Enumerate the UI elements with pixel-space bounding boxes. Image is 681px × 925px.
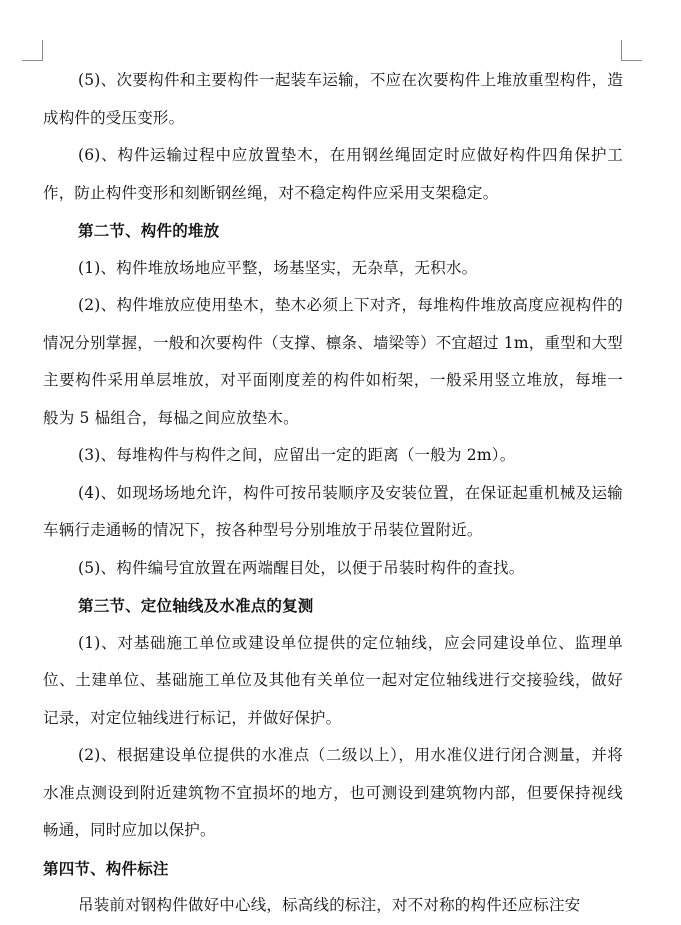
paragraph-transport-5: (5)、次要构件和主要构件一起装车运输，不应在次要构件上堆放重型构件，造成构件的受压变形。	[43, 71, 623, 127]
section-heading-storage: 第二节、构件的堆放	[78, 221, 220, 240]
paragraph-storage-1: (1)、构件堆放场地应平整，场基坚实，无杂草，无积水。	[78, 258, 478, 277]
crop-mark-top-left	[22, 40, 43, 61]
paragraph-transport-6: (6)、构件运输过程中应放置垫木，在用钢丝绳固定时应做好构件四角保护工作，防止构件变形和刻断钢丝绳，对不稳定构件应采用支架稳定。	[43, 146, 623, 202]
paragraph-marking-1: 吊装前对钢构件做好中心线，标高线的标注，对不对称的构件还应标注安	[78, 896, 581, 914]
section-heading-axis-survey: 第三节、定位轴线及水准点的复测	[78, 596, 314, 615]
crop-mark-top-right	[621, 40, 642, 61]
paragraph-storage-3: (3)、每堆构件与构件之间，应留出一定的距离（一般为 2m）。	[78, 446, 516, 464]
paragraph-axis-2: (2)、根据建设单位提供的水准点（二级以上），用水准仪进行闭合测量，并将水准点测设到附近建筑物不宜损坏的地方，也可测设到建筑物内部，但要保持视线畅通，同时应加以保护。	[43, 746, 623, 839]
paragraph-storage-2: (2)、构件堆放应使用垫木，垫木必须上下对齐，每堆构件堆放高度应视构件的情况分别掌握，一般和次要构件（支撑、檩条、墙梁等）不宜超过 1m，重型和大型主要构件采用单层堆放，对平面刚度差的构件如桁架，一般采用竖立堆放，每堆一般为 5 榀组合，每榀之间应放垫木。	[43, 296, 623, 427]
paragraph-storage-5: (5)、构件编号宜放置在两端醒目处，以便于吊装时构件的查找。	[78, 558, 525, 577]
section-heading-marking: 第四节、构件标注	[43, 858, 169, 878]
paragraph-axis-1: (1)、对基础施工单位或建设单位提供的定位轴线，应会同建设单位、监理单位、土建单位、基础施工单位及其他有关单位一起对定位轴线进行交接验线，做好记录，对定位轴线进行标记，并做好保护。	[43, 633, 623, 727]
document-body	[43, 62, 623, 925]
paragraph-storage-4: (4)、如现场场地允许，构件可按吊装顺序及安装位置，在保证起重机械及运输车辆行走通畅的情况下，按各种型号分别堆放于吊装位置附近。	[43, 483, 623, 539]
